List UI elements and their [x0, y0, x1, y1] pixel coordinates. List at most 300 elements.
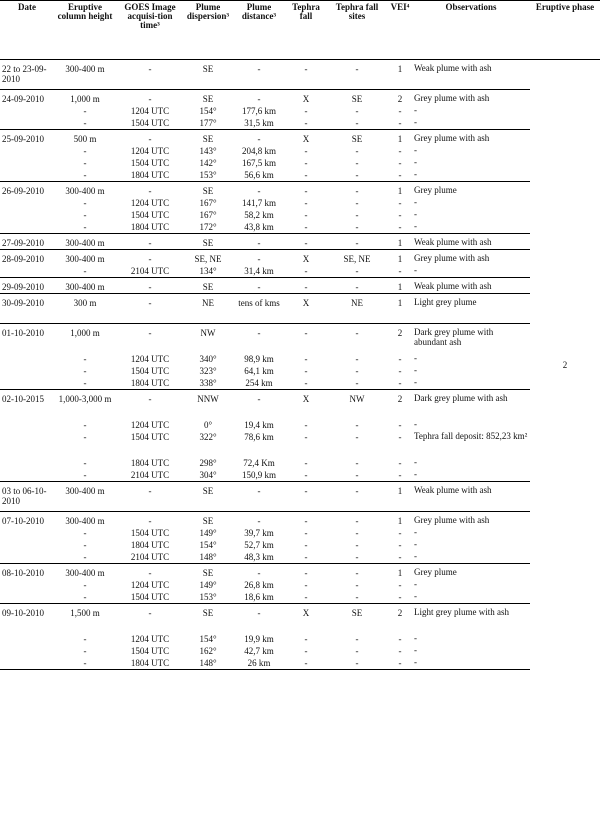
header-date: Date — [0, 1, 54, 60]
header-observations: Observations — [412, 1, 530, 60]
cell-dispersion: 143° — [199, 146, 217, 156]
cell-dispersion: 148° — [199, 552, 217, 562]
cell-tephra-fall: X — [286, 130, 326, 146]
cell-column-height: - — [83, 552, 87, 562]
cell-dispersion: SE — [184, 278, 232, 294]
cell-distance: - — [232, 250, 286, 266]
cell-distance: 48,3 km — [244, 552, 274, 562]
cell-observations: - — [414, 265, 417, 275]
cell-tephra-sites: - — [355, 552, 359, 562]
cell-dispersion: 322° — [199, 432, 217, 442]
cell-column-height: 1,000-3,000 m — [54, 390, 116, 420]
cell-date — [0, 539, 54, 551]
cell-column-height: - — [83, 528, 87, 538]
cell-distance: - — [232, 390, 286, 420]
cell-goes-time: 1504 UTC — [130, 118, 170, 128]
cell-dispersion: 298° — [199, 458, 217, 468]
table-row — [0, 539, 600, 551]
cell-dispersion: SE — [184, 130, 232, 146]
cell-observations: Tephra fall deposit: 852,23 km² — [414, 431, 528, 441]
table-row — [0, 169, 600, 182]
cell-distance: 26 km — [232, 657, 286, 670]
cell-dispersion: 0° — [203, 420, 213, 430]
cell-goes-time: - — [116, 324, 184, 354]
cell-column-height: - — [83, 266, 87, 276]
table-row — [0, 294, 600, 324]
cell-tephra-sites: - — [355, 470, 359, 480]
cell-vei: 1 — [388, 482, 412, 512]
cell-tephra-fall: - — [304, 580, 308, 590]
cell-tephra-sites: - — [355, 106, 359, 116]
cell-vei: - — [398, 540, 402, 550]
cell-goes-time: 2104 UTC — [130, 470, 170, 480]
cell-dispersion: 142° — [199, 158, 217, 168]
cell-goes-time: 1804 UTC — [130, 458, 170, 468]
cell-column-height: 1,500 m — [54, 604, 116, 634]
cell-dispersion: SE — [184, 482, 232, 512]
cell-goes-time: - — [116, 390, 184, 420]
cell-tephra-sites: - — [326, 182, 388, 198]
cell-goes-time: 1804 UTC — [116, 657, 184, 670]
cell-tephra-fall: - — [286, 234, 326, 250]
cell-dispersion: NW — [184, 324, 232, 354]
cell-distance: 42,7 km — [244, 646, 274, 656]
cell-distance: 64,1 km — [244, 366, 274, 376]
cell-goes-time: 1204 UTC — [130, 420, 170, 430]
cell-distance: 141,7 km — [241, 198, 276, 208]
cell-dispersion: SE — [184, 604, 232, 634]
cell-goes-time: - — [116, 182, 184, 198]
cell-distance: 31,4 km — [244, 266, 274, 276]
table-row — [0, 182, 600, 198]
cell-tephra-fall: - — [304, 210, 308, 220]
cell-date — [0, 157, 54, 169]
cell-column-height: 300-400 m — [54, 182, 116, 198]
cell-distance: 43,8 km — [244, 222, 274, 232]
cell-tephra-sites: - — [355, 170, 359, 180]
cell-observations: - — [414, 539, 417, 549]
table-row — [0, 591, 600, 604]
cell-date — [0, 457, 54, 469]
cell-vei: 1 — [388, 512, 412, 528]
cell-vei: - — [388, 657, 412, 670]
cell-tephra-sites: - — [355, 432, 359, 442]
table-row — [0, 645, 600, 657]
cell-column-height: - — [83, 580, 87, 590]
cell-observations: Light grey plume with ash — [412, 604, 530, 634]
cell-goes-time: - — [116, 512, 184, 528]
cell-tephra-fall: - — [304, 540, 308, 550]
cell-tephra-fall: X — [286, 90, 326, 106]
cell-tephra-fall: - — [304, 420, 308, 430]
cell-tephra-fall: - — [286, 512, 326, 528]
table-row — [0, 390, 600, 420]
cell-date — [0, 657, 54, 670]
cell-vei: 1 — [388, 234, 412, 250]
cell-vei: 1 — [388, 182, 412, 198]
cell-vei: - — [398, 210, 402, 220]
cell-distance: - — [232, 182, 286, 198]
cell-dispersion: 153° — [199, 170, 217, 180]
cell-tephra-sites: - — [355, 266, 359, 276]
cell-vei: - — [398, 354, 402, 364]
cell-tephra-sites: - — [355, 354, 359, 364]
cell-observations: - — [414, 169, 417, 179]
cell-dispersion: SE — [184, 90, 232, 106]
cell-column-height: 500 m — [54, 130, 116, 146]
table-row — [0, 457, 600, 469]
cell-distance: 26,8 km — [244, 580, 274, 590]
cell-observations: Light grey plume — [412, 294, 530, 324]
cell-tephra-fall: - — [304, 646, 308, 656]
cell-vei: - — [398, 458, 402, 468]
cell-tephra-fall: - — [304, 222, 308, 232]
cell-vei: - — [398, 378, 402, 388]
cell-observations: Dark grey plume with abundant ash — [412, 324, 530, 354]
cell-tephra-fall: - — [286, 657, 326, 670]
table-row — [0, 564, 600, 580]
cell-column-height: - — [83, 540, 87, 550]
cell-date — [0, 145, 54, 157]
cell-tephra-sites: - — [355, 540, 359, 550]
cell-tephra-fall: X — [286, 294, 326, 324]
cell-tephra-fall: - — [304, 354, 308, 364]
cell-column-height: - — [83, 118, 87, 128]
cell-date: 29-09-2010 — [0, 278, 54, 294]
cell-column-height: - — [83, 354, 87, 364]
cell-goes-time: - — [116, 130, 184, 146]
header-column-height: Eruptive column height — [54, 1, 116, 60]
cell-vei: 1 — [388, 60, 412, 90]
cell-distance: 56,6 km — [244, 170, 274, 180]
cell-observations: - — [414, 633, 417, 643]
cell-tephra-fall: - — [304, 528, 308, 538]
cell-tephra-fall: - — [304, 106, 308, 116]
cell-tephra-fall: - — [304, 470, 308, 480]
cell-tephra-fall: X — [286, 250, 326, 266]
cell-distance: 204,8 km — [241, 146, 276, 156]
table-row — [0, 209, 600, 221]
cell-goes-time: 1204 UTC — [130, 580, 170, 590]
cell-date — [0, 431, 54, 457]
table-row — [0, 278, 600, 294]
cell-goes-time: 1204 UTC — [130, 354, 170, 364]
cell-date: 28-09-2010 — [0, 250, 54, 266]
cell-tephra-sites: - — [326, 278, 388, 294]
cell-vei: - — [398, 222, 402, 232]
cell-observations: Weak plume with ash — [412, 278, 530, 294]
cell-date — [0, 377, 54, 390]
cell-observations: - — [414, 377, 417, 387]
cell-observations: - — [414, 457, 417, 467]
cell-tephra-sites: - — [326, 324, 388, 354]
cell-goes-time: - — [116, 234, 184, 250]
table-row — [0, 512, 600, 528]
table-body — [0, 60, 600, 670]
cell-distance: 19,4 km — [244, 420, 274, 430]
cell-dispersion: 167° — [199, 210, 217, 220]
cell-tephra-fall: - — [286, 482, 326, 512]
cell-column-height: - — [83, 222, 87, 232]
cell-dispersion: 162° — [199, 646, 217, 656]
cell-column-height: - — [83, 432, 87, 442]
table-row — [0, 265, 600, 278]
cell-tephra-sites: - — [326, 482, 388, 512]
cell-goes-time: 1804 UTC — [130, 378, 170, 388]
cell-column-height: - — [83, 146, 87, 156]
cell-vei: - — [398, 580, 402, 590]
table-row — [0, 633, 600, 645]
cell-observations: Grey plume with ash — [412, 250, 530, 266]
cell-observations: - — [412, 657, 530, 670]
cell-distance: 167,5 km — [241, 158, 276, 168]
cell-column-height: - — [83, 378, 87, 388]
cell-goes-time: 1804 UTC — [130, 222, 170, 232]
cell-distance: 177,6 km — [241, 106, 276, 116]
cell-dispersion: 167° — [199, 198, 217, 208]
cell-dispersion: 154° — [199, 634, 217, 644]
cell-vei: 2 — [388, 90, 412, 106]
table-row — [0, 482, 600, 512]
cell-tephra-sites: - — [326, 234, 388, 250]
cell-tephra-fall: - — [304, 170, 308, 180]
cell-tephra-fall: - — [304, 366, 308, 376]
cell-dispersion: NNW — [184, 390, 232, 420]
table-row — [0, 551, 600, 564]
cell-tephra-fall: - — [304, 458, 308, 468]
table-row — [0, 377, 600, 390]
cell-date — [0, 105, 54, 117]
cell-date: 02-10-2015 — [0, 390, 54, 420]
cell-date — [0, 645, 54, 657]
cell-vei: 2 — [388, 604, 412, 634]
cell-date — [0, 527, 54, 539]
cell-distance: - — [232, 564, 286, 580]
cell-vei: 1 — [388, 564, 412, 580]
cell-column-height: 1,000 m — [54, 90, 116, 106]
cell-date: 01-10-2010 — [0, 324, 54, 354]
cell-column-height: - — [83, 592, 87, 602]
cell-tephra-sites: - — [355, 646, 359, 656]
cell-date: 24-09-2010 — [0, 90, 54, 106]
cell-observations: - — [414, 551, 417, 561]
cell-tephra-fall: - — [286, 564, 326, 580]
cell-vei: 1 — [388, 130, 412, 146]
header-row — [0, 1, 600, 60]
cell-goes-time: 2104 UTC — [130, 266, 170, 276]
cell-goes-time: 1504 UTC — [130, 432, 170, 442]
cell-tephra-sites: - — [355, 634, 359, 644]
cell-vei: 1 — [388, 250, 412, 266]
cell-tephra-fall: - — [304, 118, 308, 128]
cell-tephra-fall: - — [304, 378, 308, 388]
cell-distance: - — [232, 324, 286, 354]
cell-distance: - — [232, 234, 286, 250]
cell-tephra-sites: NW — [326, 390, 388, 420]
cell-vei: - — [398, 552, 402, 562]
cell-goes-time: 1504 UTC — [130, 158, 170, 168]
cell-tephra-sites: - — [355, 198, 359, 208]
cell-vei: 2 — [388, 390, 412, 420]
cell-observations: - — [414, 157, 417, 167]
cell-dispersion: NE — [184, 294, 232, 324]
cell-vei: - — [398, 266, 402, 276]
cell-dispersion: 149° — [199, 528, 217, 538]
cell-vei: - — [398, 146, 402, 156]
cell-vei: 1 — [388, 294, 412, 324]
header-plume-dispersion: Plume dispersion³ — [184, 1, 232, 60]
cell-observations: Grey plume with ash — [412, 130, 530, 146]
cell-observations: - — [414, 209, 417, 219]
cell-vei: - — [398, 118, 402, 128]
cell-goes-time: 1504 UTC — [130, 592, 170, 602]
cell-tephra-fall: - — [286, 60, 326, 90]
cell-dispersion: SE — [184, 60, 232, 90]
cell-observations: - — [414, 197, 417, 207]
table-row — [0, 197, 600, 209]
cell-date — [0, 591, 54, 604]
cell-distance: - — [232, 90, 286, 106]
cell-tephra-fall: - — [304, 266, 308, 276]
cell-distance: - — [232, 482, 286, 512]
cell-date: 26-09-2010 — [0, 182, 54, 198]
cell-observations: - — [414, 591, 417, 601]
cell-column-height: - — [83, 210, 87, 220]
cell-vei: - — [398, 420, 402, 430]
cell-column-height: - — [83, 198, 87, 208]
cell-observations: - — [414, 365, 417, 375]
table-row — [0, 419, 600, 431]
cell-vei: 1 — [388, 278, 412, 294]
cell-tephra-sites: SE — [326, 90, 388, 106]
cell-date — [0, 469, 54, 482]
table-row — [0, 90, 600, 106]
cell-vei: 2 — [388, 324, 412, 354]
cell-goes-time: 1204 UTC — [130, 198, 170, 208]
cell-date: 22 to 23-09-2010 — [0, 60, 54, 90]
cell-dispersion: 154° — [199, 106, 217, 116]
cell-distance: - — [232, 130, 286, 146]
cell-tephra-fall: - — [304, 634, 308, 644]
header-vei: VEI⁴ — [388, 1, 412, 60]
cell-date — [0, 633, 54, 645]
table-row — [0, 145, 600, 157]
cell-observations: - — [414, 469, 417, 479]
cell-tephra-sites: - — [326, 60, 388, 90]
table-row — [0, 221, 600, 234]
cell-goes-time: - — [116, 564, 184, 580]
table-row — [0, 60, 600, 90]
cell-goes-time: 1204 UTC — [130, 146, 170, 156]
table-row — [0, 105, 600, 117]
cell-date — [0, 209, 54, 221]
cell-distance: 18,6 km — [244, 592, 274, 602]
cell-dispersion: SE, NE — [184, 250, 232, 266]
cell-tephra-sites: - — [326, 512, 388, 528]
table-row — [0, 117, 600, 130]
cell-tephra-fall: - — [304, 552, 308, 562]
cell-tephra-sites: - — [326, 657, 388, 670]
cell-tephra-fall: - — [304, 146, 308, 156]
table-row — [0, 527, 600, 539]
cell-dispersion: 149° — [199, 580, 217, 590]
cell-date — [0, 117, 54, 130]
cell-observations: Grey plume — [412, 182, 530, 198]
cell-dispersion: 172° — [199, 222, 217, 232]
cell-distance: 52,7 km — [244, 540, 274, 550]
cell-goes-time: - — [116, 604, 184, 634]
cell-observations: Dark grey plume with ash — [412, 390, 530, 420]
cell-column-height: - — [83, 366, 87, 376]
cell-column-height: 300-400 m — [54, 512, 116, 528]
cell-goes-time: 1504 UTC — [130, 210, 170, 220]
cell-tephra-sites: - — [355, 420, 359, 430]
cell-column-height: 300-400 m — [54, 60, 116, 90]
cell-tephra-fall: - — [304, 432, 308, 442]
table-row — [0, 604, 600, 634]
header-plume-distance: Plume distance³ — [232, 1, 286, 60]
cell-vei: - — [398, 470, 402, 480]
cell-column-height: - — [83, 458, 87, 468]
cell-distance: - — [232, 278, 286, 294]
cell-date: 07-10-2010 — [0, 512, 54, 528]
cell-observations: Grey plume — [412, 564, 530, 580]
cell-tephra-sites: - — [355, 580, 359, 590]
cell-vei: - — [398, 528, 402, 538]
cell-distance: tens of kms — [232, 294, 286, 324]
table-row — [0, 324, 600, 354]
cell-column-height: 300-400 m — [54, 278, 116, 294]
cell-tephra-sites: SE — [326, 604, 388, 634]
cell-vei: - — [398, 646, 402, 656]
cell-tephra-fall: X — [286, 604, 326, 634]
cell-dispersion: 340° — [199, 354, 217, 364]
eruptive-phase-value: 2 — [562, 359, 568, 370]
cell-date — [0, 265, 54, 278]
header-goes-time: GOES Image acquisi-tion time³ — [116, 1, 184, 60]
cell-date — [0, 579, 54, 591]
table-row — [0, 469, 600, 482]
cell-observations: - — [414, 221, 417, 231]
cell-distance: 78,6 km — [244, 432, 274, 442]
cell-dispersion: 134° — [199, 266, 217, 276]
table-row — [0, 157, 600, 169]
cell-date — [0, 551, 54, 564]
cell-goes-time: 1204 UTC — [130, 106, 170, 116]
cell-goes-time: 1504 UTC — [130, 366, 170, 376]
cell-dispersion: 338° — [199, 378, 217, 388]
table-row — [0, 365, 600, 377]
cell-dispersion: 177° — [199, 118, 217, 128]
cell-tephra-sites: SE, NE — [326, 250, 388, 266]
cell-goes-time: 2104 UTC — [130, 552, 170, 562]
cell-tephra-sites: - — [326, 564, 388, 580]
cell-distance: 19,9 km — [244, 634, 274, 644]
cell-distance: 98,9 km — [244, 354, 274, 364]
cell-vei: - — [398, 634, 402, 644]
cell-goes-time: 1204 UTC — [130, 634, 170, 644]
table-row — [0, 130, 600, 146]
cell-dispersion: SE — [184, 234, 232, 250]
cell-date — [0, 365, 54, 377]
cell-observations: - — [414, 145, 417, 155]
cell-tephra-sites: - — [355, 592, 359, 602]
cell-date: 09-10-2010 — [0, 604, 54, 634]
cell-column-height: - — [83, 634, 87, 644]
cell-column-height: 300-400 m — [54, 250, 116, 266]
cell-dispersion: 148° — [184, 657, 232, 670]
cell-dispersion: SE — [184, 512, 232, 528]
